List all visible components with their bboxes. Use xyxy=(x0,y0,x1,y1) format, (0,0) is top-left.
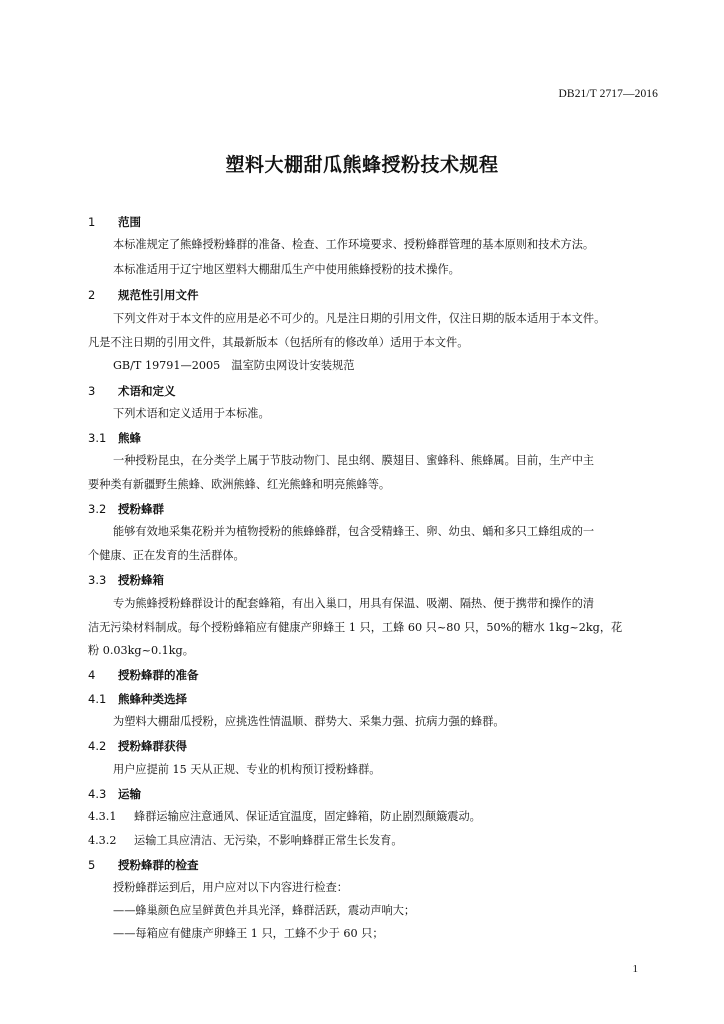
standard-code: DB21/T 2717—2016 xyxy=(558,88,658,100)
document-title: 塑料大棚甜瓜熊蜂授粉技术规程 xyxy=(225,154,499,176)
paragraph: 下列术语和定义适用于本标准。 xyxy=(113,407,270,420)
subsection-3-3-heading xyxy=(88,572,164,588)
section-1-heading xyxy=(88,214,141,230)
section-2-heading xyxy=(88,287,199,303)
section-3-heading xyxy=(88,383,176,399)
section-number: 3 xyxy=(88,384,96,398)
paragraph: 一种授粉昆虫，在分类学上属于节肢动物门、昆虫纲、膜翅目、蜜蜂科、熊蜂属。目前，生产中主 xyxy=(113,454,595,467)
paragraph: 为塑料大棚甜瓜授粉，应挑选性情温顺、群势大、采集力强、抗病力强的蜂群。 xyxy=(113,715,505,728)
section-title: 熊蜂种类选择 xyxy=(118,692,187,706)
section-5-heading xyxy=(88,857,199,873)
section-title: 授粉蜂群的检查 xyxy=(118,858,199,872)
section-title: 授粉蜂箱 xyxy=(118,573,164,587)
subsection-3-1-heading xyxy=(88,430,141,446)
section-number: 3.2 xyxy=(88,502,107,516)
subsection-3-2-heading xyxy=(88,501,164,517)
section-number: 4.3 xyxy=(88,787,107,801)
section-number: 4.1 xyxy=(88,692,107,706)
section-title: 运输 xyxy=(118,787,141,801)
section-title: 术语和定义 xyxy=(118,384,176,398)
section-title: 范围 xyxy=(118,215,141,229)
paragraph: 用户应提前 15 天从正规、专业的机构预订授粉蜂群。 xyxy=(113,763,381,776)
paragraph: 本标准规定了熊蜂授粉蜂群的准备、检查、工作环境要求、授粉蜂群管理的基本原则和技术方法。 xyxy=(113,238,595,251)
subsection-4-1-heading xyxy=(88,691,187,707)
subsection-4-2-heading xyxy=(88,738,187,754)
paragraph: 凡是不注日期的引用文件，其最新版本（包括所有的修改单）适用于本文件。 xyxy=(88,336,469,349)
paragraph: 下列文件对于本文件的应用是必不可少的。凡是注日期的引用文件，仅注日期的版本适用于本文件。 xyxy=(113,312,606,325)
section-number: 2 xyxy=(88,288,96,302)
section-number: 4.2 xyxy=(88,739,107,753)
paragraph: 个健康、正在发育的生活群体。 xyxy=(88,549,245,562)
paragraph: 专为熊蜂授粉蜂群设计的配套蜂箱，有出入巢口，用具有保温、吸潮、隔热、便于携带和操作的清 xyxy=(113,597,595,610)
section-4-heading xyxy=(88,667,199,683)
section-title: 授粉蜂群获得 xyxy=(118,739,187,753)
paragraph: 授粉蜂群运到后，用户应对以下内容进行检查： xyxy=(113,881,348,894)
list-item: ——每箱应有健康产卵蜂王 1 只，工蜂不少于 60 只； xyxy=(113,927,384,940)
section-title: 熊蜂 xyxy=(118,431,141,445)
page-number: 1 xyxy=(632,963,638,975)
section-number: 4 xyxy=(88,668,96,682)
section-title: 授粉蜂群的准备 xyxy=(118,668,199,682)
section-title: 授粉蜂群 xyxy=(118,502,164,516)
paragraph: 能够有效地采集花粉并为植物授粉的熊蜂蜂群，包含受精蜂王、卵、幼虫、蛹和多只工蜂组成的一 xyxy=(113,525,595,538)
clause-text: 蜂群运输应注意通风、保证适宜温度，固定蜂箱，防止剧烈颠簸震动。 xyxy=(134,810,481,823)
clause-4-3-2 xyxy=(88,833,403,849)
clause-text: 运输工具应清洁、无污染，不影响蜂群正常生长发育。 xyxy=(134,834,403,847)
paragraph: 粉 0.03kg~0.1kg。 xyxy=(88,644,194,657)
paragraph: 本标准适用于辽宁地区塑料大棚甜瓜生产中使用熊蜂授粉的技术操作。 xyxy=(113,263,460,276)
clause-4-3-1 xyxy=(88,809,481,825)
section-number: 5 xyxy=(88,858,96,872)
clause-number: 4.3.1 xyxy=(88,810,117,823)
list-item: ——蜂巢颜色应呈鲜黄色并具光泽，蜂群活跃，震动声响大； xyxy=(113,904,416,917)
paragraph: 洁无污染材料制成。每个授粉蜂箱应有健康产卵蜂王 1 只，工蜂 60 只~80 只，50%的糖水 1kg~2kg，花 xyxy=(88,621,623,634)
subsection-4-3-heading xyxy=(88,786,141,802)
section-number: 3.3 xyxy=(88,573,107,587)
paragraph: 要种类有新疆野生熊蜂、欧洲熊蜂、红光熊蜂和明亮熊蜂等。 xyxy=(88,478,391,491)
section-number: 3.1 xyxy=(88,431,107,445)
clause-number: 4.3.2 xyxy=(88,834,117,847)
section-title: 规范性引用文件 xyxy=(118,288,199,302)
section-number: 1 xyxy=(88,215,96,229)
normative-reference: GB/T 19791—2005 温室防虫网设计安装规范 xyxy=(113,359,355,372)
